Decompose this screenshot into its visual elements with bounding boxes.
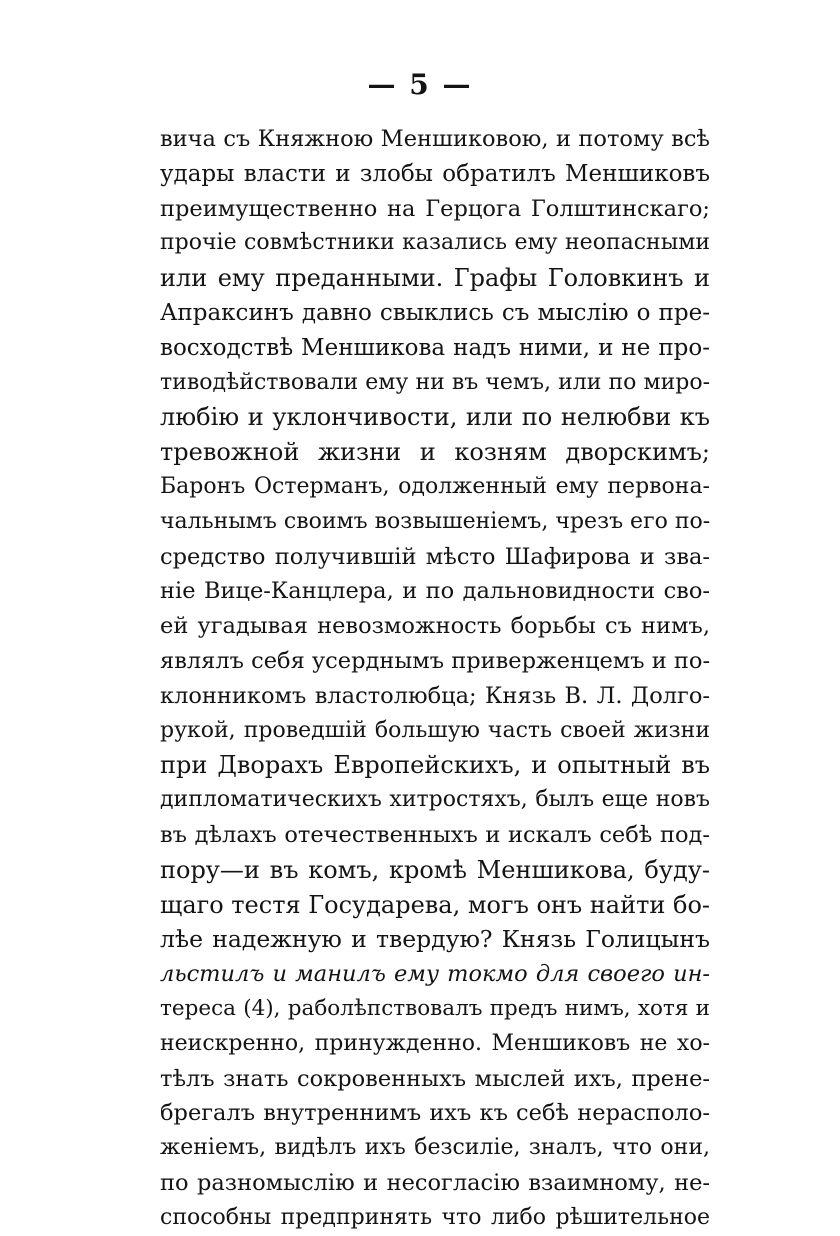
text-line-12: чальнымъ своимъ возвышеніемъ, чрезъ его по- <box>160 508 710 534</box>
text-line-22: пору—и въ комъ, кромѣ Меншикова, буду- <box>160 855 710 884</box>
text-line-9: любію и уклончивости, или по нелюбви къ <box>160 403 710 432</box>
text-line-4: прочіе совмѣстники казались ему неопасными <box>160 230 710 256</box>
text-line-18: рукой, проведшій большую часть своей жизни <box>160 717 710 743</box>
text-line-27: неискренно, принужденно. Меншиковъ не хо- <box>160 1030 710 1056</box>
text-line-16: являлъ себя усерднымъ приверженцемъ и по- <box>160 647 710 674</box>
text-line-24: лѣе надежную и твердую? Князь Голицынъ <box>160 925 710 954</box>
text-line-28: тѣлъ знать сокровенныхъ мыслей ихъ, прене- <box>160 1065 710 1092</box>
text-line-17: клонникомъ властолюбца; Князь В. Л. Долго- <box>160 682 710 709</box>
text-line-11: Баронъ Остерманъ, одолженный ему первона- <box>160 473 710 499</box>
text-line-7: восходствѣ Меншикова надъ ними, и не про- <box>160 334 710 361</box>
text-line-14: ніе Вице-Канцлера, и по дальновидности сво- <box>160 578 710 605</box>
text-line-1: вича съ Княжною Меншиковою, и потому всѣ <box>160 126 710 152</box>
text-line-13: средство получившій мѣсто Шафирова и зва- <box>160 543 710 570</box>
text-line-31: по разномыслію и несогласію взаимному, не- <box>160 1169 710 1196</box>
text-line-3: преимущественно на Герцога Голштинскаго; <box>160 195 710 222</box>
body-text <box>160 122 710 1236</box>
text-line-32: способны предпринять что либо рѣшительное <box>160 1204 710 1230</box>
text-line-5: или ему преданными. Графы Головкинъ и <box>160 264 710 293</box>
text-line-10: тревожной жизни и козням дворскимъ; <box>160 438 710 467</box>
text-line-26: тереса (4), раболѣпствовалъ предъ нимъ, хотя и <box>160 995 710 1021</box>
text-line-23: щаго тестя Государева, могъ онъ найти бо- <box>160 890 710 919</box>
text-line-19: при Дворахъ Европейскихъ, и опытный въ <box>160 751 710 780</box>
text-line-30: женіемъ, видѣлъ ихъ безсиліе, зналъ, что они, <box>160 1135 710 1161</box>
text-line-25: льстилъ и манилъ ему токмо для своего ин- <box>160 961 710 988</box>
text-line-6: Апраксинъ давно свыклись съ мыслію о пре- <box>160 299 710 326</box>
page-number: — 5 — <box>367 68 473 101</box>
text-line-21: въ дѣлахъ отечественныхъ и искалъ себѣ под- <box>160 821 710 848</box>
text-line-29: брегалъ внутреннимъ ихъ къ себѣ нерасполо- <box>160 1100 710 1127</box>
text-line-2: удары власти и злобы обратилъ Меншиковъ <box>160 160 710 187</box>
text-line-8: тиводѣйствовали ему ни въ чемъ, или по миро- <box>160 369 710 395</box>
text-line-20: дипломатическихъ хитростяхъ, былъ еще новъ <box>160 787 710 813</box>
text-line-15: ей угадывая невозможность борьбы съ нимъ, <box>160 613 710 640</box>
